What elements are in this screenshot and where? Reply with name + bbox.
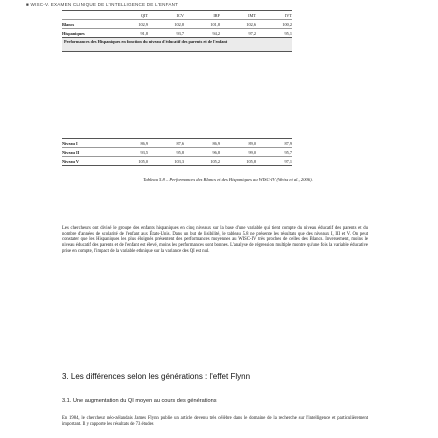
results-table-bottom (62, 138, 292, 166)
table-cell: 86,9 (212, 140, 220, 146)
table-cell: 97,1 (284, 158, 292, 164)
table-cell: 105,8 (246, 158, 256, 164)
table-cell: 87,6 (176, 140, 184, 146)
table-cell: 102,8 (174, 21, 184, 27)
subsection-heading: 3.1. Une augmentation du QI moyen au cours des générations (62, 398, 217, 404)
table-row (62, 156, 292, 166)
table-cell: 93,7 (176, 30, 184, 36)
table-cell: 95,1 (284, 30, 292, 36)
table-cell: 87,9 (284, 140, 292, 146)
table-section-label: Performances des Hispaniques en fonction du niveau d'éducatif des parents et de l'enfant (62, 37, 292, 52)
table-header-cell: QIT (140, 12, 148, 18)
table-cell: 101,8 (210, 21, 220, 27)
table-header-row (62, 10, 292, 19)
table-caption: Tableau 5.8 – Performances des Blancs et des Hispaniques au WISC-IV (Weiss et al., 2006). (143, 177, 313, 182)
table-cell: Niveau II (62, 149, 80, 155)
table-cell: Niveau I (62, 140, 78, 146)
table-row (62, 138, 292, 147)
table-cell: 95,7 (284, 149, 292, 155)
table-cell: 102,6 (246, 21, 256, 27)
table-cell: 86,9 (140, 140, 148, 146)
table-cell: 100,2 (282, 21, 292, 27)
table-row (62, 19, 292, 28)
section-heading: 3. Les différences selon les générations : l'effet Flynn (62, 372, 251, 381)
table-row (62, 28, 292, 37)
table-cell: 99,0 (248, 149, 256, 155)
table-header-cell: ICV (176, 12, 184, 18)
table-header-cell: IRF (213, 12, 220, 18)
table-cell: 102,9 (138, 21, 148, 27)
results-table-top (62, 10, 292, 52)
table-cell: 95,8 (176, 149, 184, 155)
body-paragraph: En 1984, le chercheur néo-zélandais James Flynn publie un article devenu très célèbre dans le domaine de la recherche sur l'intelligence et particulièrement important. Il y rapporte les résultats de 73 études (62, 416, 368, 427)
table-cell: 96,8 (212, 149, 220, 155)
table-header-cell: IMT (248, 12, 256, 18)
table-row (62, 147, 292, 156)
table-cell: 93,5 (140, 149, 148, 155)
table-cell: 105,0 (138, 158, 148, 164)
table-cell: 103,3 (174, 158, 184, 164)
table-header-cell: IVT (284, 12, 292, 18)
table-cell: 91,8 (140, 30, 148, 36)
table-cell: 89,0 (248, 140, 256, 146)
body-paragraph: Les chercheurs ont divisé le groupe des enfants hispaniques en cinq niveaux sur la base d'une variable qui tient compte du niveau éducatif des parents et du nombre d'années de scolarité de l'enfant aux États-Unis. Dans un but de lisibilité, le tableau 5.8 ne présente les résultats que des niveaux I, III et V. On peut constater que les Hispaniques les plus éloignés présentent des performances moyennes au WISC-IV très proches de celles des Blancs. Inversement, moins le niveau éducatif des parents et de l'enfant est élevé, moins les performances sont bonnes. L'analyse de régression multiple montre qu'une fois la variable éducative prise en compte, l'impact de la variable ethnique sur la variance des QI est nul. (62, 226, 368, 254)
table-cell: Hispaniques (62, 30, 85, 36)
running-head: ■ WISC-V. EXAMEN CLINIQUE DE L'INTELLIGENCE DE L'ENFANT (26, 2, 179, 7)
table-cell: Blancs (62, 21, 75, 27)
table-cell: Niveau V (62, 158, 79, 164)
table-cell: 105,2 (210, 158, 220, 164)
table-cell: 94,2 (212, 30, 220, 36)
table-cell: 97,2 (248, 30, 256, 36)
